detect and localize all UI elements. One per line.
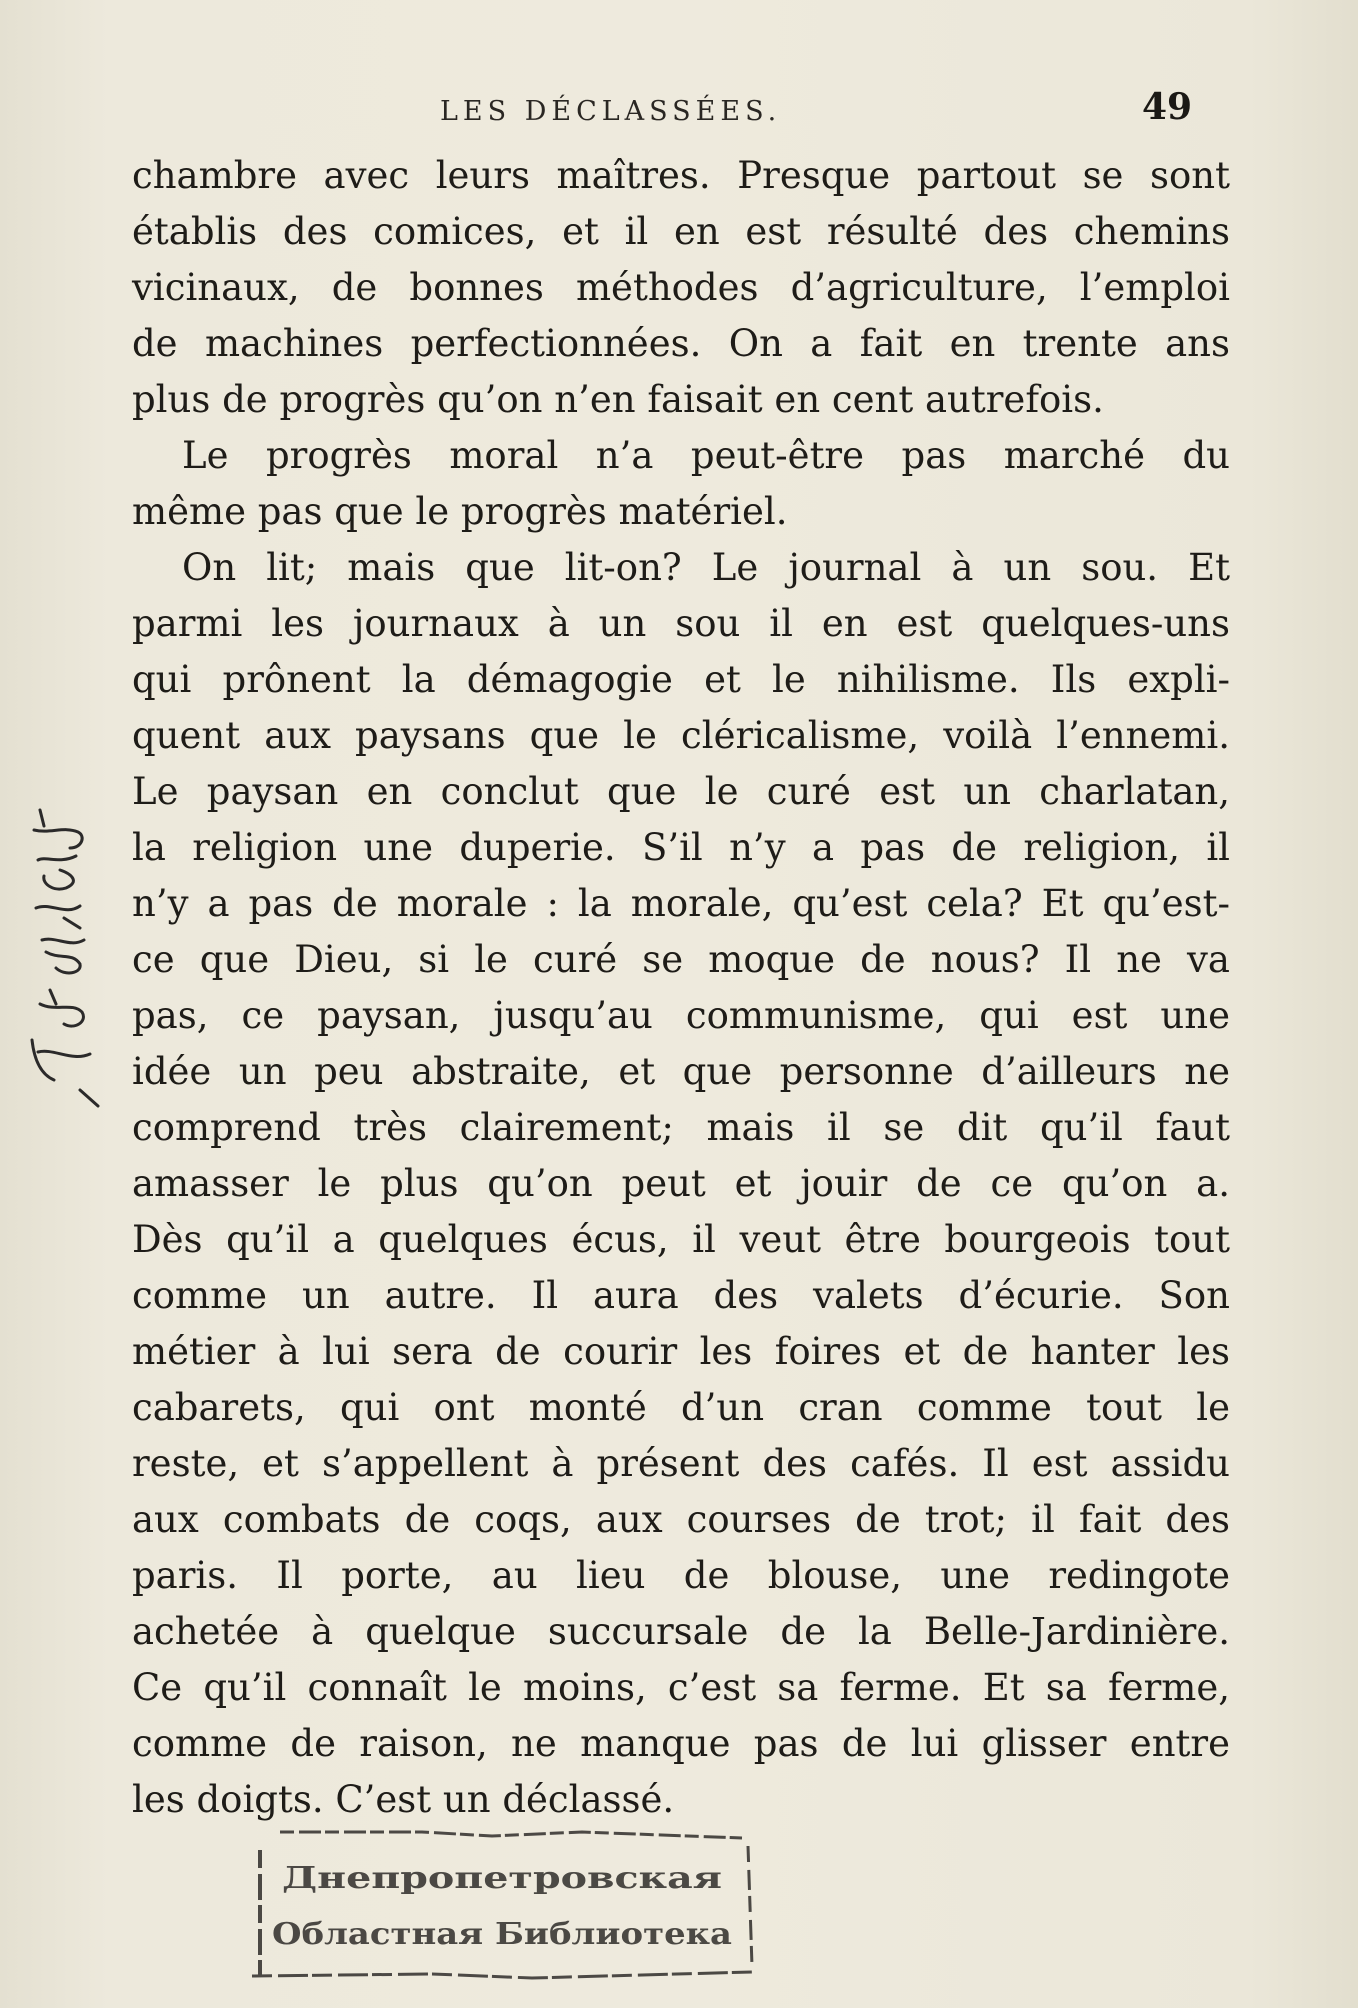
text-line: parmi les journaux à un sou il en est quelques-uns — [132, 602, 1230, 645]
text-line: idée un peu abstraite, et que personne d’ailleurs ne — [132, 1050, 1230, 1093]
running-title: LES DÉCLASSÉES. — [440, 96, 782, 127]
text-line: amasser le plus qu’on peut et jouir de ce qu’on a. — [132, 1162, 1230, 1205]
text-line: qui prônent la démagogie et le nihilisme. Ils expli- — [132, 658, 1230, 701]
text-line: paris. Il porte, au lieu de blouse, une redingote — [132, 1554, 1230, 1597]
text-line: On lit; mais que lit-on? Le journal à un sou. Et — [182, 546, 1230, 589]
text-line: Dès qu’il a quelques écus, il veut être bourgeois tout — [132, 1218, 1230, 1261]
body-text — [132, 148, 1230, 1828]
text-line: Le progrès moral n’a peut-être pas marché du — [182, 434, 1230, 477]
stamp-line-2: Областная Библиотека — [272, 1917, 732, 1952]
text-line: la religion une duperie. S’il n’y a pas de religion, il — [132, 826, 1230, 869]
text-line: vicinaux, de bonnes méthodes d’agriculture, l’emploi — [132, 266, 1230, 309]
text-line: reste, et s’appellent à présent des cafés. Il est assidu — [132, 1442, 1230, 1485]
text-line: les doigts. C’est un déclassé. — [132, 1778, 675, 1821]
text-line: ce que Dieu, si le curé se moque de nous? Il ne va — [132, 938, 1230, 981]
text-line: comme un autre. Il aura des valets d’écurie. Son — [132, 1274, 1230, 1317]
text-line: comprend très clairement; mais il se dit qu’il faut — [132, 1106, 1230, 1149]
text-line: quent aux paysans que le cléricalisme, voilà l’ennemi. — [132, 714, 1230, 757]
text-line: pas, ce paysan, jusqu’au communisme, qui est une — [132, 994, 1230, 1037]
text-line: aux combats de coqs, aux courses de trot; il fait des — [132, 1498, 1230, 1541]
text-line: de machines perfectionnées. On a fait en trente ans — [132, 322, 1230, 365]
text-line: Ce qu’il connaît le moins, c’est sa ferme. Et sa ferme, — [132, 1666, 1230, 1709]
text-line: plus de progrès qu’on n’en faisait en cent autrefois. — [132, 378, 1104, 421]
text-line: achetée à quelque succursale de la Belle-Jardinière. — [132, 1610, 1230, 1653]
text-line: comme de raison, ne manque pas de lui glisser entre — [132, 1722, 1230, 1765]
text-line: n’y a pas de morale : la morale, qu’est cela? Et qu’est- — [132, 882, 1230, 925]
text-line: établis des comices, et il en est résulté des chemins — [132, 210, 1230, 253]
handwritten-number — [20, 790, 120, 1130]
text-line: cabarets, qui ont monté d’un cran comme tout le — [132, 1386, 1230, 1429]
text-line: métier à lui sera de courir les foires et de hanter les — [132, 1330, 1230, 1373]
page-number: 49 — [1142, 86, 1193, 128]
text-line: même pas que le progrès matériel. — [132, 490, 788, 533]
text-line: Le paysan en conclut que le curé est un charlatan, — [132, 770, 1230, 813]
stamp-line-1: Днепропетровская — [282, 1861, 722, 1896]
library-stamp — [232, 1826, 762, 1986]
text-line: chambre avec leurs maîtres. Presque partout se sont — [132, 154, 1230, 197]
